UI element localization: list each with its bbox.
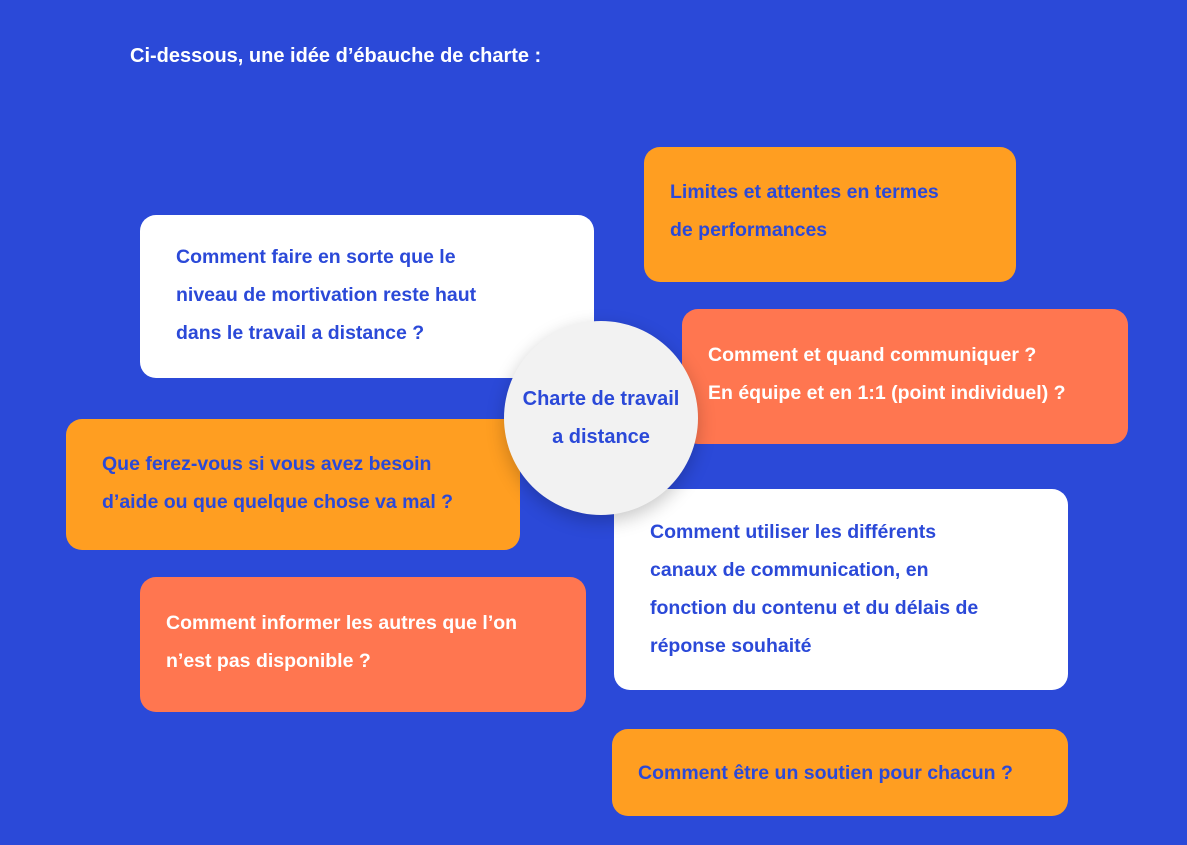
card-help [66, 419, 520, 550]
intro-heading: Ci-dessous, une idée d’ébauche de charte : [130, 45, 542, 67]
card-channels-line: réponse souhaité [650, 635, 812, 657]
center-circle-line: a distance [552, 426, 650, 448]
card-limits [644, 147, 1016, 282]
card-channels [614, 489, 1068, 690]
card-motivation-line: Comment faire en sorte que le [176, 246, 456, 268]
card-inform-line: Comment informer les autres que l’on [166, 612, 518, 634]
card-inform [140, 577, 586, 712]
card-support-line: Comment être un soutien pour chacun ? [638, 762, 1013, 784]
card-communicate-line: En équipe et en 1:1 (point individuel) ? [708, 382, 1066, 404]
card-channels-line: canaux de communication, en [650, 559, 929, 581]
card-help-line: d’aide ou que quelque chose va mal ? [102, 491, 454, 513]
card-channels-line: fonction du contenu et du délais de [650, 597, 979, 619]
card-motivation [140, 215, 594, 378]
center-circle-line: Charte de travail [522, 388, 680, 410]
card-communicate-line: Comment et quand communiquer ? [708, 344, 1037, 366]
card-support [612, 729, 1068, 816]
card-inform-line: n’est pas disponible ? [166, 650, 371, 672]
card-motivation-line: niveau de mortivation reste haut [176, 284, 477, 306]
card-limits-line: de performances [670, 219, 828, 241]
card-help-line: Que ferez-vous si vous avez besoin [102, 453, 432, 475]
card-channels-line: Comment utiliser les différents [650, 521, 937, 543]
card-communicate [682, 309, 1128, 444]
center-circle [504, 321, 698, 515]
card-limits-line: Limites et attentes en termes [670, 181, 939, 203]
card-motivation-line: dans le travail a distance ? [176, 322, 425, 344]
